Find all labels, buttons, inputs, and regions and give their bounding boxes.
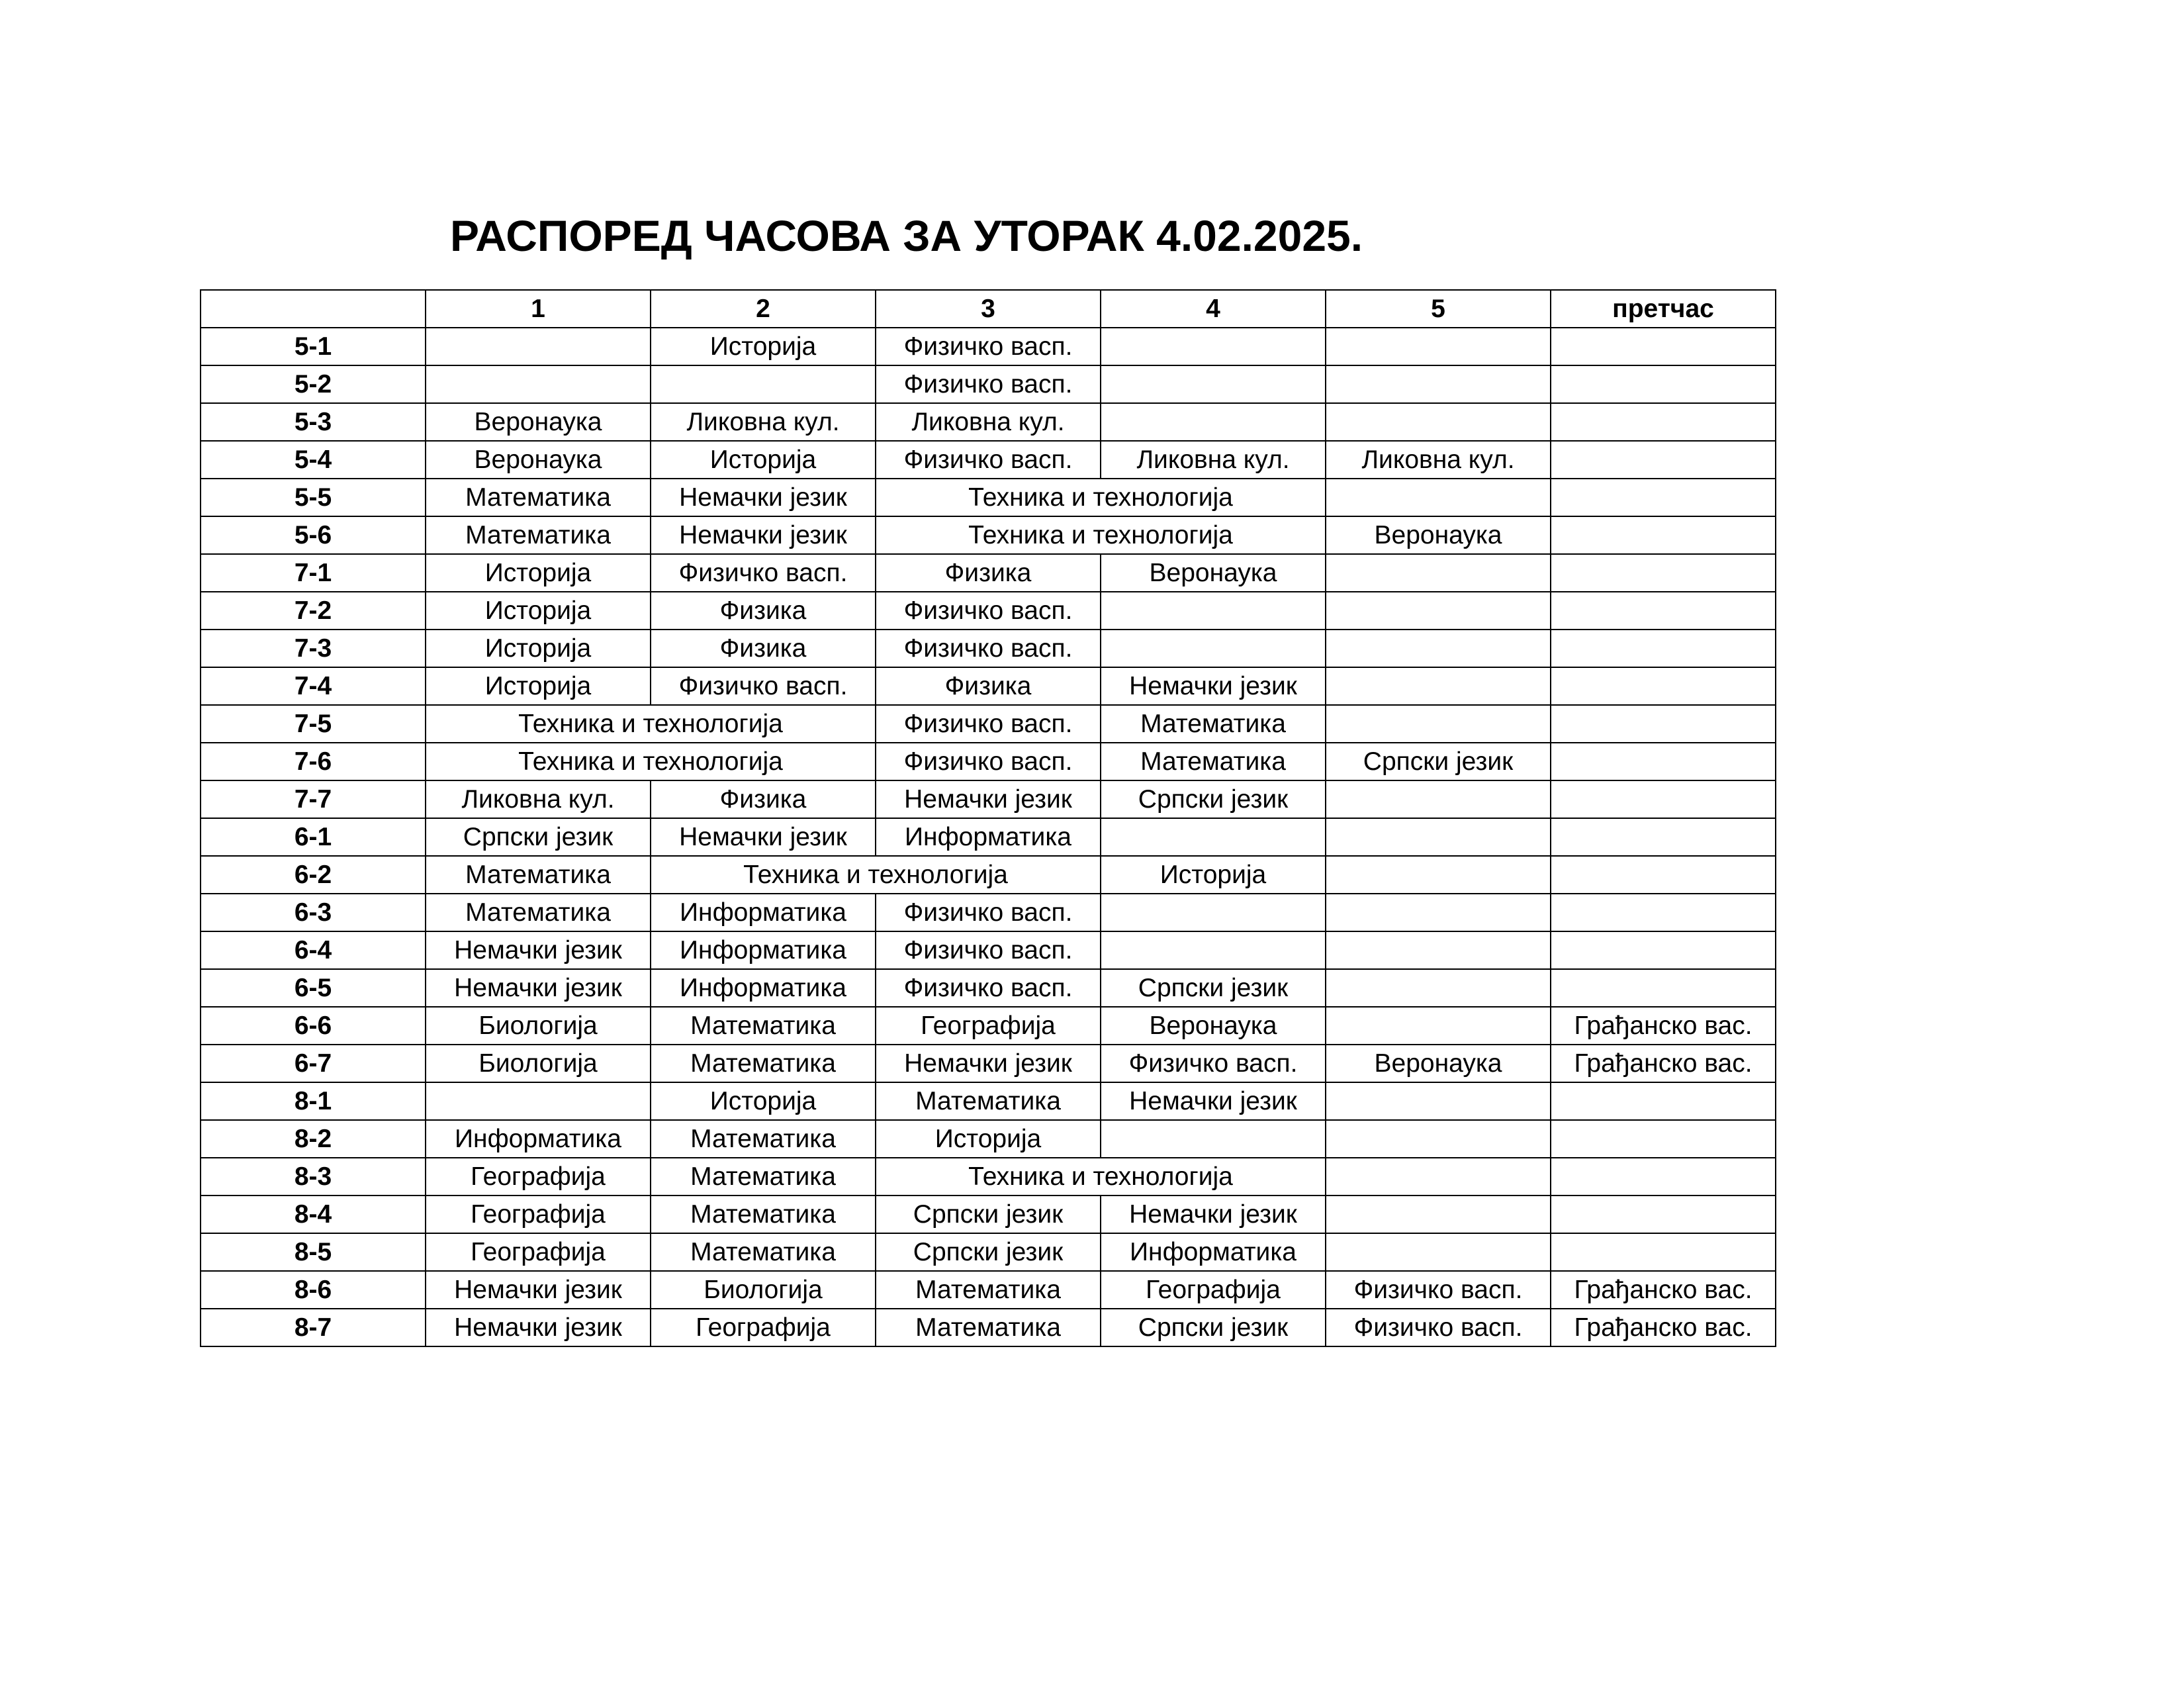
class-label: 8-3: [201, 1158, 426, 1196]
class-label: 7-5: [201, 705, 426, 743]
lesson-cell: Географија: [426, 1233, 651, 1271]
class-label: 6-5: [201, 969, 426, 1007]
table-row: [201, 969, 1776, 1007]
lesson-cell: [1326, 705, 1551, 743]
lesson-cell: Немачки језик: [651, 516, 876, 554]
lesson-cell: Немачки језик: [426, 1309, 651, 1346]
lesson-cell: Математика: [876, 1309, 1101, 1346]
lesson-cell: [1551, 856, 1776, 894]
lesson-cell: [1326, 479, 1551, 516]
lesson-cell: [1326, 667, 1551, 705]
lesson-cell: Историја: [651, 328, 876, 365]
header-cell-period-3: 3: [876, 290, 1101, 328]
lesson-cell: [1551, 1120, 1776, 1158]
lesson-cell: Биологија: [426, 1007, 651, 1045]
lesson-cell: Српски језик: [1101, 1309, 1326, 1346]
class-label: 8-5: [201, 1233, 426, 1271]
lesson-cell: Веронаука: [1101, 1007, 1326, 1045]
lesson-cell: [426, 328, 651, 365]
schedule-header: [201, 290, 1776, 328]
table-row: [201, 1045, 1776, 1082]
table-row: [201, 705, 1776, 743]
table-row: [201, 365, 1776, 403]
lesson-cell: Географија: [426, 1196, 651, 1233]
table-row: [201, 1158, 1776, 1196]
lesson-cell: [1326, 554, 1551, 592]
lesson-cell: Историја: [426, 630, 651, 667]
lesson-cell: Немачки језик: [426, 969, 651, 1007]
lesson-cell: [1551, 365, 1776, 403]
lesson-cell: [1326, 1158, 1551, 1196]
lesson-cell: Физичко васп.: [876, 365, 1101, 403]
lesson-cell: [1551, 1196, 1776, 1233]
lesson-cell: Ликовна кул.: [426, 780, 651, 818]
class-label: 6-4: [201, 931, 426, 969]
table-row: [201, 479, 1776, 516]
lesson-cell: Физичко васп.: [651, 667, 876, 705]
lesson-cell: Математика: [651, 1233, 876, 1271]
lesson-cell: [1551, 818, 1776, 856]
lesson-cell: [426, 365, 651, 403]
table-row: [201, 856, 1776, 894]
lesson-cell: Немачки језик: [1101, 667, 1326, 705]
table-row: [201, 1082, 1776, 1120]
lesson-cell: Математика: [426, 856, 651, 894]
schedule-body: [201, 328, 1776, 1346]
lesson-cell: Математика: [651, 1158, 876, 1196]
lesson-cell: [1551, 705, 1776, 743]
lesson-cell: Физичко васп.: [876, 969, 1101, 1007]
lesson-cell: Српски језик: [1326, 743, 1551, 780]
lesson-cell: Историја: [651, 1082, 876, 1120]
lesson-cell: Физика: [651, 592, 876, 630]
lesson-cell: [1326, 1120, 1551, 1158]
lesson-cell: [1551, 1082, 1776, 1120]
lesson-cell: [1551, 780, 1776, 818]
lesson-cell: Историја: [426, 667, 651, 705]
lesson-cell: Техника и технологија: [876, 479, 1326, 516]
lesson-cell: [1551, 1158, 1776, 1196]
lesson-cell: Физичко васп.: [876, 931, 1101, 969]
header-cell-period-5: 5: [1326, 290, 1551, 328]
lesson-cell: Математика: [651, 1120, 876, 1158]
lesson-cell: Грађанско вас.: [1551, 1271, 1776, 1309]
table-row: [201, 592, 1776, 630]
header-cell-class: [201, 290, 426, 328]
class-label: 6-1: [201, 818, 426, 856]
lesson-cell: Математика: [651, 1007, 876, 1045]
table-row: [201, 667, 1776, 705]
lesson-cell: Математика: [1101, 705, 1326, 743]
lesson-cell: Физичко васп.: [876, 592, 1101, 630]
lesson-cell: Немачки језик: [651, 818, 876, 856]
lesson-cell: [1551, 554, 1776, 592]
lesson-cell: Математика: [876, 1082, 1101, 1120]
class-label: 5-6: [201, 516, 426, 554]
lesson-cell: [1551, 441, 1776, 479]
table-row: [201, 1120, 1776, 1158]
lesson-cell: [1551, 630, 1776, 667]
lesson-cell: [1326, 1196, 1551, 1233]
lesson-cell: [1326, 780, 1551, 818]
lesson-cell: Ликовна кул.: [1101, 441, 1326, 479]
table-row: [201, 818, 1776, 856]
lesson-cell: Географија: [1101, 1271, 1326, 1309]
class-label: 7-6: [201, 743, 426, 780]
table-row: [201, 403, 1776, 441]
lesson-cell: Техника и технологија: [876, 1158, 1326, 1196]
lesson-cell: Немачки језик: [876, 1045, 1101, 1082]
header-cell-period-1: 1: [426, 290, 651, 328]
lesson-cell: Техника и технологија: [876, 516, 1326, 554]
lesson-cell: Математика: [426, 516, 651, 554]
page-title: РАСПОРЕД ЧАСОВА ЗА УТОРАК 4.02.2025.: [450, 211, 1363, 260]
lesson-cell: Грађанско вас.: [1551, 1309, 1776, 1346]
lesson-cell: [1326, 630, 1551, 667]
class-label: 8-6: [201, 1271, 426, 1309]
lesson-cell: Физичко васп.: [876, 328, 1101, 365]
lesson-cell: Математика: [876, 1271, 1101, 1309]
class-label: 7-2: [201, 592, 426, 630]
lesson-cell: Физичко васп.: [876, 894, 1101, 931]
lesson-cell: Српски језик: [1101, 969, 1326, 1007]
lesson-cell: [1326, 592, 1551, 630]
lesson-cell: Немачки језик: [651, 479, 876, 516]
lesson-cell: [1551, 328, 1776, 365]
lesson-cell: Информатика: [876, 818, 1101, 856]
lesson-cell: Математика: [1101, 743, 1326, 780]
lesson-cell: [1326, 1082, 1551, 1120]
lesson-cell: [1326, 931, 1551, 969]
lesson-cell: [1326, 403, 1551, 441]
schedule-table: [200, 289, 1776, 1347]
lesson-cell: [1326, 969, 1551, 1007]
class-label: 6-3: [201, 894, 426, 931]
lesson-cell: Физичко васп.: [1326, 1309, 1551, 1346]
lesson-cell: Математика: [651, 1196, 876, 1233]
lesson-cell: Физичко васп.: [876, 743, 1101, 780]
lesson-cell: Информатика: [651, 894, 876, 931]
class-label: 6-7: [201, 1045, 426, 1082]
lesson-cell: [1101, 403, 1326, 441]
class-label: 5-1: [201, 328, 426, 365]
header-cell-period-2: 2: [651, 290, 876, 328]
lesson-cell: Историја: [1101, 856, 1326, 894]
lesson-cell: [1551, 743, 1776, 780]
lesson-cell: Физика: [876, 554, 1101, 592]
lesson-cell: [1326, 894, 1551, 931]
lesson-cell: Физичко васп.: [876, 705, 1101, 743]
lesson-cell: Грађанско вас.: [1551, 1045, 1776, 1082]
lesson-cell: [1551, 969, 1776, 1007]
lesson-cell: [1551, 1233, 1776, 1271]
class-label: 5-5: [201, 479, 426, 516]
lesson-cell: [1326, 365, 1551, 403]
table-row: [201, 1233, 1776, 1271]
class-label: 5-4: [201, 441, 426, 479]
lesson-cell: Информатика: [426, 1120, 651, 1158]
lesson-cell: [1326, 818, 1551, 856]
header-cell-pre-period: претчас: [1551, 290, 1776, 328]
lesson-cell: [1551, 931, 1776, 969]
table-row: [201, 894, 1776, 931]
lesson-cell: [426, 1082, 651, 1120]
lesson-cell: [1101, 592, 1326, 630]
table-row: [201, 328, 1776, 365]
class-label: 6-6: [201, 1007, 426, 1045]
lesson-cell: [1101, 894, 1326, 931]
class-label: 5-2: [201, 365, 426, 403]
table-row: [201, 1309, 1776, 1346]
lesson-cell: Физика: [876, 667, 1101, 705]
lesson-cell: Веронаука: [426, 403, 651, 441]
class-label: 7-4: [201, 667, 426, 705]
lesson-cell: Техника и технологија: [426, 743, 876, 780]
lesson-cell: [1101, 365, 1326, 403]
table-row: [201, 743, 1776, 780]
lesson-cell: Физика: [651, 780, 876, 818]
lesson-cell: [1101, 931, 1326, 969]
lesson-cell: Физичко васп.: [1326, 1271, 1551, 1309]
lesson-cell: Историја: [426, 554, 651, 592]
lesson-cell: Биологија: [651, 1271, 876, 1309]
lesson-cell: Немачки језик: [876, 780, 1101, 818]
lesson-cell: [1101, 1120, 1326, 1158]
lesson-cell: Грађанско вас.: [1551, 1007, 1776, 1045]
lesson-cell: Историја: [651, 441, 876, 479]
lesson-cell: Ликовна кул.: [1326, 441, 1551, 479]
lesson-cell: [1551, 667, 1776, 705]
lesson-cell: [1326, 856, 1551, 894]
table-row: [201, 931, 1776, 969]
lesson-cell: Српски језик: [426, 818, 651, 856]
lesson-cell: Српски језик: [876, 1196, 1101, 1233]
lesson-cell: Немачки језик: [1101, 1196, 1326, 1233]
lesson-cell: [1551, 516, 1776, 554]
lesson-cell: [1551, 479, 1776, 516]
lesson-cell: [1101, 630, 1326, 667]
class-label: 5-3: [201, 403, 426, 441]
lesson-cell: Веронаука: [1326, 516, 1551, 554]
table-row: [201, 780, 1776, 818]
lesson-cell: Физичко васп.: [1101, 1045, 1326, 1082]
lesson-cell: Информатика: [1101, 1233, 1326, 1271]
lesson-cell: Немачки језик: [1101, 1082, 1326, 1120]
class-label: 8-2: [201, 1120, 426, 1158]
lesson-cell: Историја: [426, 592, 651, 630]
lesson-cell: [1551, 403, 1776, 441]
lesson-cell: Физика: [651, 630, 876, 667]
lesson-cell: Физичко васп.: [876, 441, 1101, 479]
class-label: 8-1: [201, 1082, 426, 1120]
class-label: 8-4: [201, 1196, 426, 1233]
table-row: [201, 1271, 1776, 1309]
lesson-cell: Немачки језик: [426, 1271, 651, 1309]
lesson-cell: Физичко васп.: [876, 630, 1101, 667]
lesson-cell: Физичко васп.: [651, 554, 876, 592]
lesson-cell: Српски језик: [1101, 780, 1326, 818]
class-label: 7-1: [201, 554, 426, 592]
class-label: 7-7: [201, 780, 426, 818]
lesson-cell: Немачки језик: [426, 931, 651, 969]
lesson-cell: Историја: [876, 1120, 1101, 1158]
lesson-cell: Веронаука: [1101, 554, 1326, 592]
lesson-cell: Техника и технологија: [651, 856, 1101, 894]
lesson-cell: [1101, 328, 1326, 365]
lesson-cell: Техника и технологија: [426, 705, 876, 743]
table-row: [201, 630, 1776, 667]
lesson-cell: Географија: [651, 1309, 876, 1346]
lesson-cell: Географија: [876, 1007, 1101, 1045]
lesson-cell: Ликовна кул.: [876, 403, 1101, 441]
lesson-cell: [651, 365, 876, 403]
class-label: 6-2: [201, 856, 426, 894]
lesson-cell: [1101, 818, 1326, 856]
table-row: [201, 554, 1776, 592]
lesson-cell: [1326, 328, 1551, 365]
lesson-cell: [1326, 1007, 1551, 1045]
class-label: 8-7: [201, 1309, 426, 1346]
lesson-cell: Ликовна кул.: [651, 403, 876, 441]
lesson-cell: Информатика: [651, 931, 876, 969]
lesson-cell: Информатика: [651, 969, 876, 1007]
header-row: [201, 290, 1776, 328]
lesson-cell: Математика: [426, 479, 651, 516]
lesson-cell: Математика: [426, 894, 651, 931]
lesson-cell: Географија: [426, 1158, 651, 1196]
table-row: [201, 1196, 1776, 1233]
header-cell-period-4: 4: [1101, 290, 1326, 328]
table-row: [201, 516, 1776, 554]
lesson-cell: [1551, 894, 1776, 931]
table-row: [201, 1007, 1776, 1045]
table-row: [201, 441, 1776, 479]
lesson-cell: [1326, 1233, 1551, 1271]
lesson-cell: Српски језик: [876, 1233, 1101, 1271]
lesson-cell: Математика: [651, 1045, 876, 1082]
lesson-cell: Биологија: [426, 1045, 651, 1082]
lesson-cell: [1551, 592, 1776, 630]
lesson-cell: Веронаука: [426, 441, 651, 479]
lesson-cell: Веронаука: [1326, 1045, 1551, 1082]
class-label: 7-3: [201, 630, 426, 667]
